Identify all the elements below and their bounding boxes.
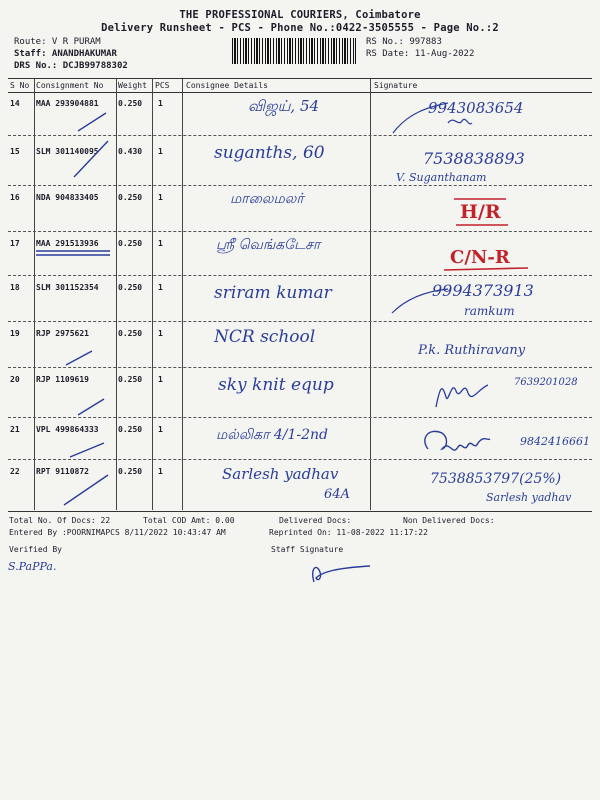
row-sno: 15 [10,147,20,156]
col-pcs: PCS [155,81,170,90]
stamp-mark: C/N-R [450,247,510,268]
row-pcs: 1 [158,239,163,248]
verified-signature: S.PaPPa. [8,560,57,573]
handwritten-consignee: NCR school [214,327,316,347]
pen-tick-mark [8,93,592,136]
row-pcs: 1 [158,99,163,108]
rs-number: RS No.: 997883 [366,37,442,47]
row-weight: 0.250 [118,239,143,248]
handwritten-consignee: sky knit equp [218,375,334,395]
pen-tick-mark [8,277,592,322]
row-pcs: 1 [158,329,163,338]
pen-tick-mark [8,137,592,186]
handwritten-signature-name: ramkum [464,304,515,318]
row-weight: 0.250 [118,467,143,476]
table-row [8,277,592,322]
row-consignment: MAA 293904881 [36,99,99,108]
handwritten-consignee: Sarlesh yadhav [222,465,339,483]
pen-underline [8,187,592,232]
reprinted-on: Reprinted On: 11-08-2022 11:17:22 [269,528,428,537]
row-consignment: MAA 291513936 [36,239,99,248]
row-consignment: RPT 9110872 [36,467,89,476]
handwritten-consignee: மல்லிகா 4/1-2nd [216,427,329,443]
handwritten-signature: 7538853797(25%) [430,471,562,487]
table-row [8,187,592,232]
row-weight: 0.430 [118,147,143,156]
row-pcs: 1 [158,467,163,476]
col-consignee: Consignee Details [186,81,268,90]
row-pcs: 1 [158,283,163,292]
row-sno: 17 [10,239,20,248]
total-docs: Total No. Of Docs: 22 [9,516,111,525]
handwritten-signature: 9943083654 [428,99,524,117]
drs-number: DRS No.: DCJB99788302 [14,61,128,71]
row-consignment: NDA 904833405 [36,193,99,202]
row-sno: 16 [10,193,20,202]
row-consignment: RJP 2975621 [36,329,89,338]
table-row [8,419,592,460]
handwritten-consignee: விஜய், 54 [248,97,320,115]
document-title: THE PROFESSIONAL COURIERS, Coimbatore [179,9,421,21]
handwritten-consignee-extra: 64A [324,487,350,502]
col-consignment: Consignment No [36,81,104,90]
signature-scribble [8,419,592,460]
row-pcs: 1 [158,425,163,434]
row-weight: 0.250 [118,193,143,202]
handwritten-signature: 9994373913 [432,281,534,300]
col-signature: Signature [374,81,418,90]
row-weight: 0.250 [118,283,143,292]
stamp-mark: H/R [460,201,501,223]
handwritten-consignee: sriram kumar [214,283,332,303]
pen-underline [8,233,592,276]
row-sno: 22 [10,467,20,476]
handwritten-signature: 7538838893 [423,149,525,168]
total-cod: Total COD Amt: 0.00 [143,516,235,525]
row-consignment: SLM 301140095 [36,147,99,156]
row-sno: 20 [10,375,20,384]
table-row [8,137,592,186]
table-row [8,93,592,136]
row-weight: 0.250 [118,425,143,434]
table-row [8,461,592,511]
row-consignment: RJP 1109619 [36,375,89,384]
rs-date: RS Date: 11-Aug-2022 [366,49,475,59]
handwritten-signature: P.k. Ruthiravany [418,343,526,358]
header-left-block [14,36,128,72]
row-consignment: VPL 499864333 [36,425,99,434]
verified-by-label: Verified By [9,545,62,554]
row-sno: 19 [10,329,20,338]
delivered-docs: Delivered Docs: [279,516,352,525]
staff-label: Staff: ANANDHAKUMAR [14,49,117,59]
row-pcs: 1 [158,147,163,156]
handwritten-signature-name: Sarlesh yadhav [486,491,572,504]
barcode-image [232,38,356,64]
row-consignment: SLM 301152354 [36,283,99,292]
non-delivered-docs: Non Delivered Docs: [403,516,495,525]
row-pcs: 1 [158,375,163,384]
table-row [8,233,592,276]
pen-tick-mark [8,461,592,511]
signature-scribble [8,369,592,418]
staff-signature-scribble [300,558,380,588]
row-pcs: 1 [158,193,163,202]
row-weight: 0.250 [118,375,143,384]
entered-by: Entered By :POORNIMAPCS 8/11/2022 10:43:47 AM [9,528,226,537]
header-right-block [366,36,474,60]
row-sno: 21 [10,425,20,434]
table-bottom-rule [8,511,592,512]
route-label: Route: V R PURAM [14,37,101,47]
handwritten-signature: 7639201028 [514,377,578,388]
table-row [8,323,592,368]
pen-tick-mark [8,323,592,368]
handwritten-consignee: ஸ்ரீ வெங்கடேசா [216,237,321,253]
staff-signature-label: Staff Signature [271,545,344,554]
row-sno: 18 [10,283,20,292]
handwritten-consignee: suganths, 60 [214,143,325,163]
col-sno: S No [10,81,30,90]
handwritten-signature-name: V. Suganthanam [396,171,487,184]
row-weight: 0.250 [118,99,143,108]
handwritten-consignee: மாலைமலர் [230,191,304,207]
table-row [8,369,592,418]
row-sno: 14 [10,99,20,108]
row-weight: 0.250 [118,329,143,338]
document-subtitle: Delivery Runsheet - PCS - Phone No.:0422-3505555 - Page No.:2 [101,22,499,34]
handwritten-signature: 9842416661 [520,435,590,448]
col-weight: Weight [118,81,147,90]
